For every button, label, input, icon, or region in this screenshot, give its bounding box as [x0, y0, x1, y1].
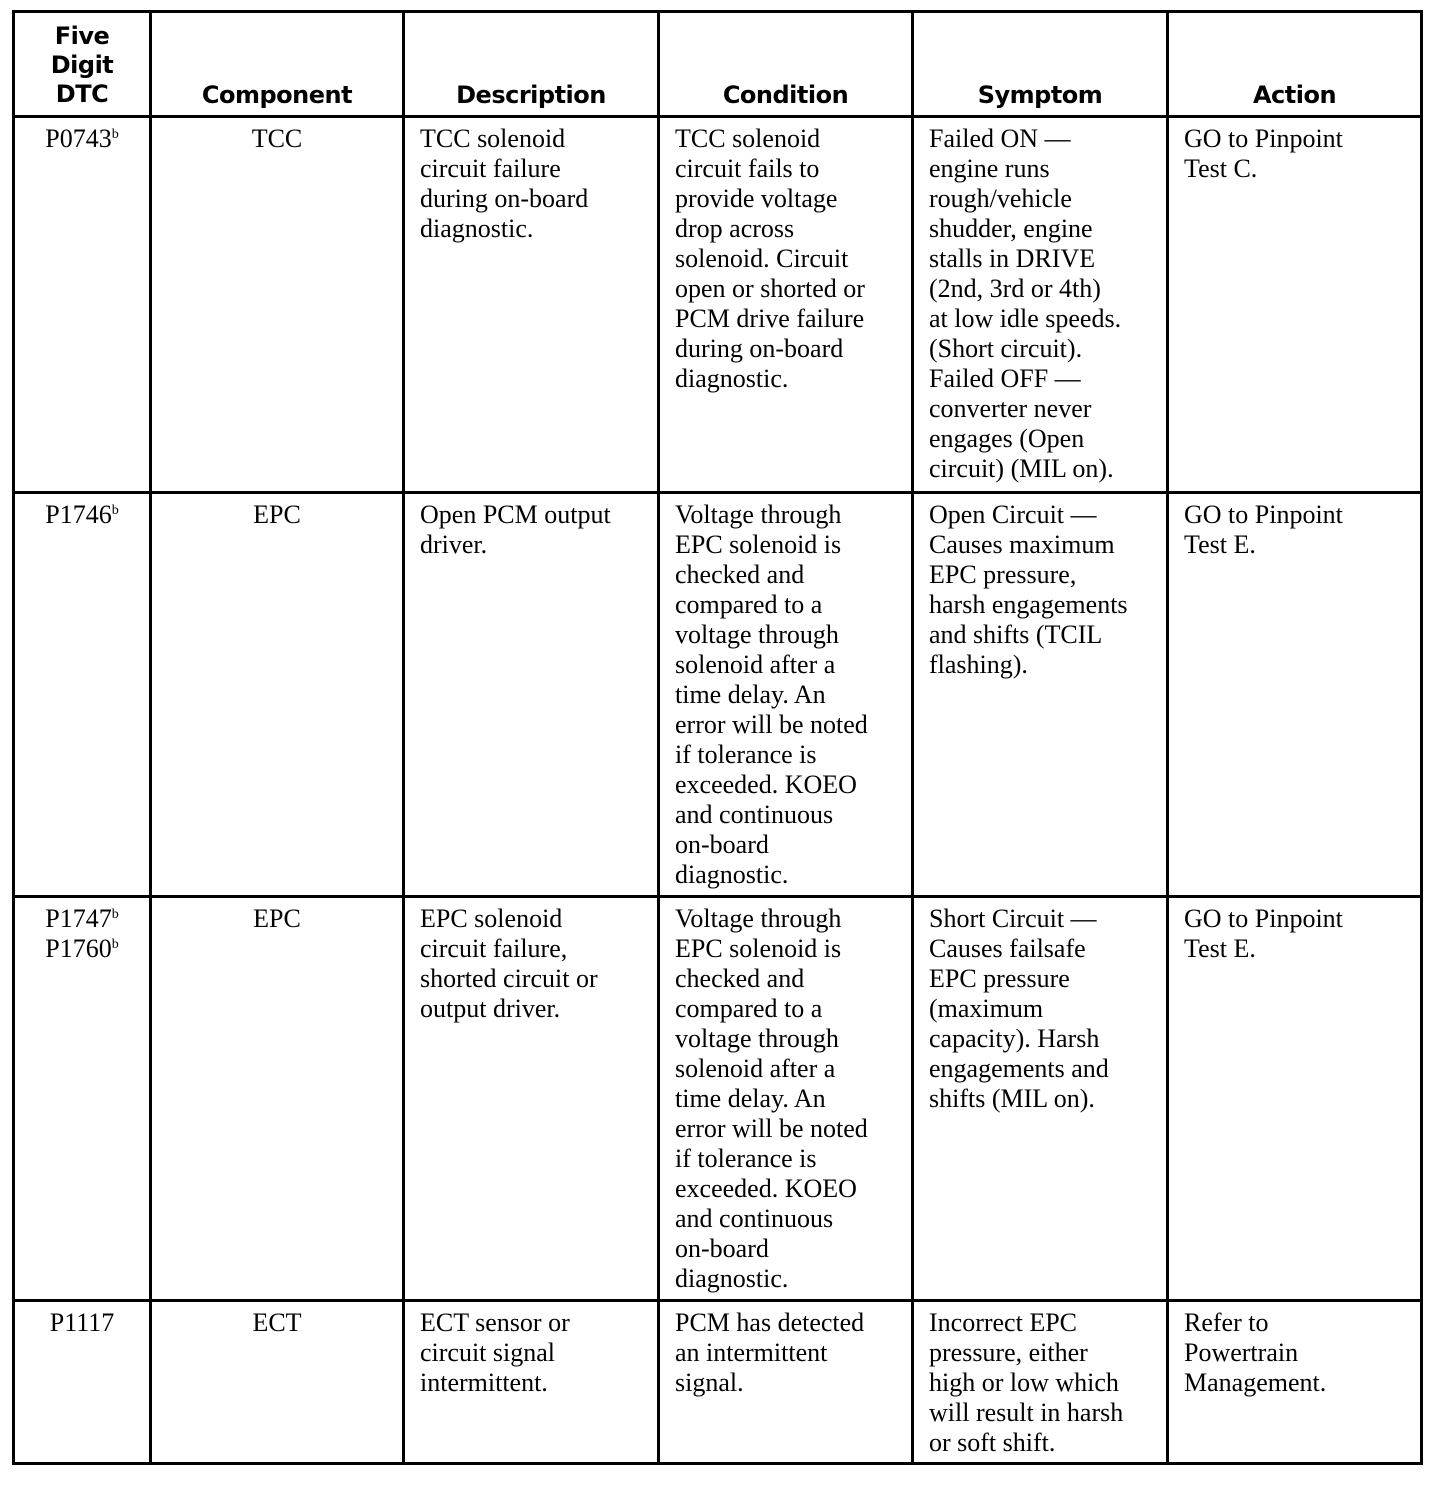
header-description: Description — [404, 12, 659, 117]
dtc-code: P1746 — [45, 500, 112, 529]
dtc-code-footnote: b — [111, 503, 119, 518]
symptom-cell: Failed ON — engine runs rough/vehicle shudder, engine stalls in DRIVE (2nd, 3rd or 4th) at low idle speeds. (Short circuit). Failed OFF — converter never engages (Open circuit) (MIL on). — [913, 117, 1168, 493]
header-five-digit-dtc: Five Digit DTC — [14, 12, 151, 117]
dtc-code-footnote: b — [111, 127, 119, 142]
action-cell: Refer to Powertrain Management. — [1168, 1301, 1422, 1464]
component-cell: TCC — [151, 117, 404, 493]
action-cell: GO to Pinpoint Test E. — [1168, 897, 1422, 1301]
action-cell: GO to Pinpoint Test E. — [1168, 493, 1422, 897]
dtc-code-cell — [14, 897, 151, 1301]
dtc-table-container — [12, 10, 1423, 1465]
component-cell: ECT — [151, 1301, 404, 1464]
header-symptom: Symptom — [913, 12, 1168, 117]
dtc-code-cell — [14, 1301, 151, 1464]
component-cell: EPC — [151, 493, 404, 897]
header-condition: Condition — [659, 12, 913, 117]
symptom-cell: Incorrect EPC pressure, either high or low which will result in harsh or soft shift. — [913, 1301, 1168, 1464]
action-cell: GO to Pinpoint Test C. — [1168, 117, 1422, 493]
dtc-code-footnote: b — [111, 907, 119, 922]
condition-cell: PCM has detected an intermittent signal. — [659, 1301, 913, 1464]
table-row — [14, 1301, 1422, 1464]
description-cell: ECT sensor or circuit signal intermittent. — [404, 1301, 659, 1464]
dtc-table — [12, 10, 1423, 1465]
header-action: Action — [1168, 12, 1422, 117]
table-row — [14, 897, 1422, 1301]
dtc-code: P1760 — [45, 934, 112, 963]
dtc-code-cell — [14, 493, 151, 897]
component-cell: EPC — [151, 897, 404, 1301]
table-row — [14, 493, 1422, 897]
dtc-code: P0743 — [45, 124, 112, 153]
condition-cell: TCC solenoid circuit fails to provide voltage drop across solenoid. Circuit open or shorted or PCM drive failure during on-board diagnostic. — [659, 117, 913, 493]
symptom-cell: Short Circuit — Causes failsafe EPC pressure (maximum capacity). Harsh engagements and shifts (MIL on). — [913, 897, 1168, 1301]
description-cell: TCC solenoid circuit failure during on-board diagnostic. — [404, 117, 659, 493]
symptom-cell: Open Circuit — Causes maximum EPC pressure, harsh engagements and shifts (TCIL flashing). — [913, 493, 1168, 897]
header-row — [14, 12, 1422, 117]
table-row — [14, 117, 1422, 493]
description-cell: EPC solenoid circuit failure, shorted circuit or output driver. — [404, 897, 659, 1301]
dtc-code-footnote: b — [111, 937, 119, 952]
description-cell: Open PCM output driver. — [404, 493, 659, 897]
condition-cell: Voltage through EPC solenoid is checked and compared to a voltage through solenoid after a time delay. An error will be noted if tolerance is exceeded. KOEO and continuous on-board diagnostic. — [659, 897, 913, 1301]
header-component: Component — [151, 12, 404, 117]
condition-cell: Voltage through EPC solenoid is checked and compared to a voltage through solenoid after a time delay. An error will be noted if tolerance is exceeded. KOEO and continuous on-board diagnostic. — [659, 493, 913, 897]
dtc-code: P1117 — [49, 1308, 115, 1337]
dtc-code-cell — [14, 117, 151, 493]
dtc-code: P1747 — [45, 904, 112, 933]
